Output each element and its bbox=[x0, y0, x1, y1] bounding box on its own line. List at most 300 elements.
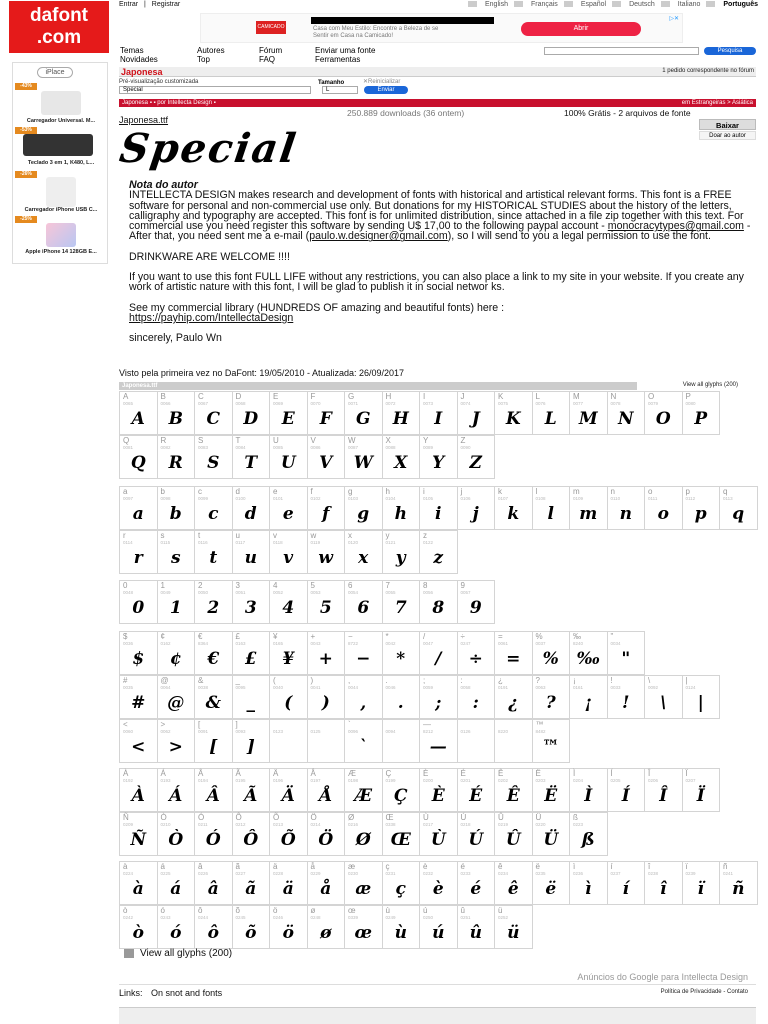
glyph-cell bbox=[157, 905, 196, 949]
glyph-cell bbox=[569, 391, 608, 435]
glyph-cell bbox=[419, 530, 458, 574]
glyph-code: 8722 bbox=[348, 641, 359, 646]
glyph-code: 0238 bbox=[648, 871, 659, 876]
glyph-sample: D bbox=[243, 409, 259, 429]
glyph-code: 0223 bbox=[573, 822, 584, 827]
glyph-cell bbox=[532, 486, 571, 530]
glyph-cell bbox=[569, 675, 608, 719]
glyph-char-label: Œ bbox=[385, 813, 394, 822]
glyph-sample: J bbox=[471, 409, 480, 429]
glyph-sample: õ bbox=[245, 923, 257, 943]
glyph-row bbox=[119, 580, 494, 624]
glyph-code: 0061 bbox=[498, 641, 509, 646]
glyph-sample: y bbox=[395, 548, 406, 568]
glyph-sample: v bbox=[283, 548, 294, 568]
glyph-sample: = bbox=[506, 649, 521, 669]
nav-item[interactable]: Fórum bbox=[259, 46, 283, 55]
note-paragraph: DRINKWARE ARE WELCOME !!!! bbox=[129, 250, 290, 263]
glyph-sample: 6 bbox=[357, 598, 370, 618]
separator: | bbox=[144, 1, 146, 8]
glyph-cell bbox=[569, 768, 608, 812]
glyph-char-label: ü bbox=[498, 906, 503, 915]
glyph-char-label: 7 bbox=[385, 581, 390, 590]
glyph-code: 0091 bbox=[198, 729, 209, 734]
glyph-cell bbox=[644, 768, 683, 812]
glyph-sample: ‰ bbox=[576, 649, 601, 669]
note-text: ), so I will send to you a legal permission to use the font. bbox=[447, 230, 711, 243]
nav-item[interactable]: Enviar uma fonte bbox=[315, 46, 376, 55]
glyph-sample: ! bbox=[622, 693, 630, 713]
glyph-char-label: Á bbox=[160, 769, 166, 778]
glyph-cell bbox=[382, 486, 421, 530]
glyph-cell bbox=[307, 631, 346, 675]
glyph-code: 0047 bbox=[423, 641, 434, 646]
product-image bbox=[23, 134, 93, 156]
glyph-char-label: ] bbox=[235, 720, 238, 729]
glyph-sample: ] bbox=[246, 737, 255, 757]
glyph-sample: ê bbox=[507, 879, 519, 899]
glyph-sample: ë bbox=[545, 879, 557, 899]
glyph-cell bbox=[457, 719, 496, 763]
size-select[interactable]: L bbox=[322, 86, 358, 94]
language-option[interactable]: Italiano bbox=[677, 1, 701, 8]
glyph-cell bbox=[494, 905, 533, 949]
glyph-sample: € bbox=[207, 649, 220, 669]
glyph-sample: ú bbox=[432, 923, 445, 943]
glyph-sample: x bbox=[358, 548, 369, 568]
glyph-cell bbox=[569, 631, 608, 675]
glyph-code: 0126 bbox=[460, 729, 471, 734]
glyph-sample: Q bbox=[130, 453, 146, 473]
glyph-cell bbox=[719, 861, 758, 905]
glyph-cell bbox=[457, 675, 496, 719]
top-advertisement[interactable] bbox=[200, 13, 683, 43]
glyph-code: 0083 bbox=[198, 445, 209, 450]
glyph-char-label: Õ bbox=[273, 813, 280, 822]
glyph-char-label: Ó bbox=[198, 813, 205, 822]
glyph-row bbox=[119, 435, 494, 479]
glyph-sample: ™ bbox=[542, 737, 560, 757]
glyph-char-label: Â bbox=[198, 769, 204, 778]
glyph-char-label: Ø bbox=[348, 813, 355, 822]
ad-choices-icon[interactable]: ▷✕ bbox=[669, 16, 679, 22]
glyph-sample: s bbox=[170, 548, 181, 568]
glyph-code: 8364 bbox=[198, 641, 209, 646]
glyph-cell bbox=[119, 675, 158, 719]
glyph-char-label: Ù bbox=[423, 813, 429, 822]
glyph-sample: á bbox=[170, 879, 182, 899]
glyph-char-label: î bbox=[648, 862, 651, 871]
glyph-char-label: 0 bbox=[123, 581, 128, 590]
glyph-cell bbox=[682, 391, 721, 435]
glyph-cell bbox=[457, 580, 496, 624]
font-category-path[interactable]: em Estrangeiras > Asiática bbox=[681, 100, 753, 106]
send-button[interactable]: Enviar bbox=[364, 86, 408, 94]
glyph-char-label: ë bbox=[535, 862, 540, 871]
glyph-cell bbox=[194, 719, 233, 763]
glyph-cell bbox=[382, 768, 421, 812]
contact-link[interactable]: Contato bbox=[726, 989, 748, 995]
ad-open-button[interactable]: Abrir bbox=[521, 22, 641, 36]
glyph-cell bbox=[457, 812, 496, 856]
footer-links bbox=[119, 988, 222, 998]
glyph-char-label: ` bbox=[348, 720, 351, 729]
glyph-code: 0082 bbox=[160, 445, 171, 450]
glyph-code: 0191 bbox=[498, 685, 509, 690]
glyph-sample: ä bbox=[282, 879, 294, 899]
glyph-sample: Î bbox=[659, 786, 668, 806]
glyph-cell bbox=[719, 486, 758, 530]
glyph-cell bbox=[232, 719, 271, 763]
nav-item[interactable]: FAQ bbox=[259, 55, 276, 64]
product-title[interactable]: Carregador Universal. M... bbox=[26, 118, 96, 124]
glyph-code: 0246 bbox=[273, 915, 284, 920]
glyph-code: 0063 bbox=[535, 685, 546, 690]
glyph-cell bbox=[232, 580, 271, 624]
glyph-sample: ) bbox=[321, 693, 330, 713]
glyph-cell bbox=[494, 391, 533, 435]
glyph-code: 0092 bbox=[648, 685, 659, 690]
glyph-cell bbox=[344, 580, 383, 624]
glyph-char-label: h bbox=[385, 487, 390, 496]
glyph-sample: Õ bbox=[280, 830, 296, 850]
glyph-sample: Ì bbox=[584, 786, 593, 806]
glyph-cell bbox=[194, 486, 233, 530]
glyph-sample: \ bbox=[660, 693, 667, 713]
font-info-bar bbox=[119, 99, 756, 107]
glyph-char-label: À bbox=[123, 769, 129, 778]
glyph-sample: @ bbox=[167, 693, 185, 713]
designer-email-link[interactable]: paulo.w.designer@gmail.com bbox=[309, 230, 448, 243]
nav-item[interactable]: Autores bbox=[197, 46, 225, 55]
glyph-char-label: æ bbox=[348, 862, 356, 871]
glyph-char-label: # bbox=[123, 676, 128, 685]
glyph-code: 0206 bbox=[648, 778, 659, 783]
glyph-row bbox=[119, 486, 757, 530]
glyph-char-label: Z bbox=[460, 436, 466, 445]
glyph-cell bbox=[307, 768, 346, 812]
glyph-row bbox=[119, 631, 644, 675]
glyph-cell bbox=[382, 861, 421, 905]
glyph-code: 0193 bbox=[160, 778, 171, 783]
glyph-char-label: — bbox=[423, 720, 431, 729]
glyph-cell bbox=[194, 391, 233, 435]
glyph-char-label: ì bbox=[573, 862, 576, 871]
glyph-cell bbox=[382, 580, 421, 624]
flag-icon bbox=[514, 1, 523, 7]
glyph-cell bbox=[269, 812, 308, 856]
glyph-char-label: 2 bbox=[198, 581, 203, 590]
glyph-code: 0199 bbox=[385, 778, 396, 783]
glyph-sample: r bbox=[133, 548, 143, 568]
glyph-row bbox=[119, 391, 719, 435]
paypal-email-link[interactable]: monocracytypes@gmail.com bbox=[607, 220, 744, 233]
glyph-code: 0217 bbox=[423, 822, 434, 827]
glyph-cell bbox=[269, 530, 308, 574]
glyph-sample: ò bbox=[132, 923, 144, 943]
glyph-sample: Ú bbox=[468, 830, 484, 850]
glyph-code: 0210 bbox=[160, 822, 171, 827]
download-button[interactable]: Baixar bbox=[699, 119, 756, 130]
glyph-char-label: ù bbox=[385, 906, 390, 915]
glyph-cell bbox=[644, 675, 683, 719]
glyph-code: 0203 bbox=[535, 778, 546, 783]
glyph-char-label: ó bbox=[160, 906, 165, 915]
discount-badge: -43% bbox=[15, 83, 37, 90]
logo-line1: dafont bbox=[29, 5, 89, 26]
glyph-sample: P bbox=[694, 409, 708, 429]
glyph-cell bbox=[419, 719, 458, 763]
glyph-code: 0218 bbox=[460, 822, 471, 827]
glyph-code: 0197 bbox=[310, 778, 321, 783]
glyph-char-label: & bbox=[198, 676, 204, 685]
glyph-char-label: Ö bbox=[310, 813, 317, 822]
glyph-code: 0250 bbox=[423, 915, 434, 920]
glyph-char-label: p bbox=[685, 487, 690, 496]
glyph-sample: w bbox=[318, 548, 334, 568]
glyph-char-label: ï bbox=[685, 862, 688, 871]
glyph-cell bbox=[269, 675, 308, 719]
glyph-code: 0165 bbox=[273, 641, 284, 646]
glyph-code: 0211 bbox=[198, 822, 208, 827]
glyph-sample: i bbox=[435, 504, 442, 524]
glyph-char-label: 6 bbox=[348, 581, 353, 590]
glyph-cell bbox=[607, 861, 646, 905]
product-image bbox=[46, 223, 76, 247]
google-ads-label[interactable]: Anúncios do Google para Intellecta Design bbox=[577, 972, 748, 982]
glyph-char-label: 9 bbox=[460, 581, 465, 590]
glyph-sample: 1 bbox=[169, 598, 182, 618]
glyph-sample: ù bbox=[394, 923, 407, 943]
glyph-sample: å bbox=[320, 879, 332, 899]
main-nav bbox=[120, 46, 415, 64]
glyph-sample: ç bbox=[395, 879, 406, 899]
font-author-info[interactable]: Japonesa ▪ ▪ por Intellecta Design ▪ bbox=[122, 100, 216, 106]
glyph-row bbox=[119, 861, 757, 905]
glyph-char-label: ¥ bbox=[273, 632, 278, 641]
glyph-char-label: ò bbox=[123, 906, 128, 915]
glyph-sample: I bbox=[434, 409, 443, 429]
glyph-code: 0162 bbox=[160, 641, 171, 646]
glyph-row bbox=[119, 812, 607, 856]
product-title[interactable]: Carregador iPhone USB C... bbox=[24, 207, 98, 213]
view-all-glyphs-bottom[interactable] bbox=[140, 948, 232, 959]
glyph-char-label: 3 bbox=[235, 581, 240, 590]
nav-item[interactable]: Ferramentas bbox=[315, 55, 361, 64]
glyph-cell bbox=[307, 719, 346, 763]
glyph-char-label: R bbox=[160, 436, 167, 445]
glyph-char-label: X bbox=[385, 436, 391, 445]
glyph-char-label: / bbox=[423, 632, 426, 641]
glyph-char-label: ç bbox=[385, 862, 390, 871]
note-signature: sincerely, Paulo Wn bbox=[129, 332, 222, 345]
glyph-sample: − bbox=[356, 649, 371, 669]
glyph-code: 0196 bbox=[273, 778, 284, 783]
search-input[interactable] bbox=[544, 47, 699, 55]
glyph-char-label: m bbox=[573, 487, 580, 496]
glyph-char-label: F bbox=[310, 392, 316, 401]
glyph-sample: £ bbox=[244, 649, 257, 669]
language-option[interactable]: English bbox=[485, 1, 508, 8]
language-option[interactable]: Español bbox=[580, 1, 607, 8]
glyph-sample: h bbox=[394, 504, 407, 524]
glyph-cell bbox=[457, 631, 496, 675]
language-option[interactable]: Deutsch bbox=[629, 1, 655, 8]
glyph-code: 0201 bbox=[460, 778, 471, 783]
glyph-code: 0033 bbox=[610, 685, 621, 690]
note-heading: Nota do autor bbox=[129, 179, 198, 191]
glyph-char-label: k bbox=[498, 487, 502, 496]
glyph-sample: f bbox=[322, 504, 330, 524]
nav-item[interactable]: Novidades bbox=[120, 55, 158, 64]
glyph-char-label: Ã bbox=[235, 769, 241, 778]
flag-icon bbox=[612, 1, 621, 7]
donate-button[interactable]: Doar ao autor bbox=[699, 131, 756, 140]
glyph-code: 0109 bbox=[573, 496, 584, 501]
glyph-cell bbox=[157, 580, 196, 624]
glyph-char-label: t bbox=[198, 531, 201, 540]
payhip-link[interactable]: https://payhip.com/IntellectaDesign bbox=[129, 311, 294, 324]
preview-text-input[interactable]: Special bbox=[119, 86, 311, 94]
search-button[interactable]: Pesquisa bbox=[704, 47, 756, 55]
glyph-code: 0241 bbox=[723, 871, 734, 876]
privacy-link[interactable]: Política de Privacidade bbox=[660, 989, 722, 995]
glyph-code: 0113 bbox=[723, 496, 733, 501]
glyph-code: 0249 bbox=[385, 915, 396, 920]
glyph-char-label: U bbox=[273, 436, 279, 445]
glyph-code: 0085 bbox=[273, 445, 284, 450]
license-info: 100% Grátis - 2 arquivos de fonte bbox=[564, 108, 691, 118]
glyph-code: 0236 bbox=[573, 871, 584, 876]
glyph-cell bbox=[457, 861, 496, 905]
glyph-char-label: Ñ bbox=[123, 813, 129, 822]
download-count: 250.889 downloads (36 ontem) bbox=[347, 108, 465, 118]
glyph-cell bbox=[569, 861, 608, 905]
glyph-sample: ô bbox=[207, 923, 219, 943]
nav-item[interactable]: Top bbox=[197, 55, 210, 64]
partner-link[interactable]: On snot and fonts bbox=[151, 988, 223, 998]
glyph-code: 0108 bbox=[535, 496, 546, 501]
glyph-char-label: Ú bbox=[460, 813, 467, 822]
glyph-cell bbox=[344, 861, 383, 905]
glyph-sample: — bbox=[429, 737, 447, 757]
close-icon: ✕ bbox=[363, 79, 369, 85]
glyph-sample: p bbox=[694, 504, 707, 524]
glyph-code: 0084 bbox=[235, 445, 246, 450]
glyph-char-label: O bbox=[648, 392, 655, 401]
glyph-cell bbox=[119, 486, 158, 530]
glyph-char-label: Å bbox=[310, 769, 316, 778]
glyph-sample: V bbox=[319, 453, 333, 473]
glyph-char-label: á bbox=[160, 862, 165, 871]
glyph-sample: ( bbox=[284, 693, 293, 713]
glyph-sample: u bbox=[244, 548, 257, 568]
glyph-char-label: ê bbox=[498, 862, 503, 871]
glyph-cell bbox=[494, 719, 533, 763]
glyph-char-label: B bbox=[160, 392, 166, 401]
glyph-code: 0229 bbox=[310, 871, 321, 876]
login-link[interactable]: Entrar bbox=[119, 1, 139, 8]
glyph-cell bbox=[232, 812, 271, 856]
glyph-char-label: € bbox=[198, 632, 203, 641]
glyph-char-label: J bbox=[460, 392, 465, 401]
glyph-char-label: 5 bbox=[310, 581, 315, 590]
reset-link[interactable] bbox=[363, 78, 400, 85]
glyph-char-label: f bbox=[310, 487, 313, 496]
glyph-cell bbox=[232, 861, 271, 905]
glyph-cell bbox=[419, 631, 458, 675]
glyph-char-label: õ bbox=[235, 906, 240, 915]
glyph-code: 0339 bbox=[348, 915, 359, 920]
glyph-code: 0094 bbox=[385, 729, 396, 734]
glyph-char-label: S bbox=[198, 436, 204, 445]
glyph-cell bbox=[344, 486, 383, 530]
glyph-char-label: W bbox=[348, 436, 356, 445]
forum-request[interactable]: 1 pedido correspondente no fórum bbox=[662, 68, 754, 74]
product-image bbox=[46, 177, 76, 207]
glyph-code: 0088 bbox=[385, 445, 396, 450]
product-title[interactable]: Teclado 3 em 1, K480, L... bbox=[27, 160, 95, 166]
language-option[interactable]: Português bbox=[723, 1, 758, 8]
glyph-code: 0051 bbox=[235, 590, 246, 595]
category-title[interactable]: Japonesa bbox=[121, 67, 163, 77]
glyph-code: 0118 bbox=[273, 540, 283, 545]
glyph-cell bbox=[119, 812, 158, 856]
view-all-glyphs-link[interactable]: View all glyphs (200) bbox=[682, 382, 738, 388]
glyph-code: 0106 bbox=[460, 496, 471, 501]
glyph-char-label: g bbox=[348, 487, 353, 496]
glyph-code: 0247 bbox=[460, 641, 471, 646]
glyph-sample: W bbox=[353, 453, 373, 473]
product-title[interactable]: Apple iPhone 14 128GB E... bbox=[25, 249, 97, 255]
glyph-code: 0204 bbox=[573, 778, 584, 783]
glyph-sample: / bbox=[435, 649, 442, 669]
glyph-char-label: , bbox=[348, 676, 351, 685]
sidebar-ads[interactable] bbox=[12, 62, 108, 264]
glyph-char-label: 1 bbox=[160, 581, 165, 590]
register-link[interactable]: Registrar bbox=[151, 1, 181, 8]
glyph-cell bbox=[532, 675, 571, 719]
store-logo: iPlace bbox=[37, 67, 73, 78]
glyph-code: 0243 bbox=[160, 915, 171, 920]
glyph-code: 0049 bbox=[160, 590, 171, 595]
glyph-sample: : bbox=[472, 693, 479, 713]
glyph-sample: k bbox=[507, 504, 520, 524]
glyph-cell bbox=[307, 905, 346, 949]
glyph-code: 0034 bbox=[610, 641, 621, 646]
glyph-code: 0163 bbox=[235, 641, 246, 646]
glyph-cell bbox=[194, 580, 233, 624]
glyph-code: 0054 bbox=[348, 590, 359, 595]
nav-item[interactable]: Temas bbox=[120, 46, 144, 55]
dafont-logo[interactable] bbox=[9, 1, 109, 53]
glyph-cell bbox=[119, 631, 158, 675]
glyph-sample: Å bbox=[319, 786, 333, 806]
glyph-char-label: û bbox=[460, 906, 465, 915]
flag-icon bbox=[564, 1, 573, 7]
discount-badge: -26% bbox=[15, 171, 37, 178]
language-option[interactable]: Français bbox=[530, 1, 558, 8]
glyph-char-label: o bbox=[648, 487, 653, 496]
glyph-cell bbox=[307, 861, 346, 905]
size-label: Tamanho bbox=[318, 80, 345, 86]
glyph-code: 0122 bbox=[423, 540, 434, 545]
glyph-code: 8482 bbox=[535, 729, 546, 734]
glyph-char-label: Ü bbox=[535, 813, 542, 822]
glyph-cell bbox=[682, 861, 721, 905]
glyph-sample: % bbox=[542, 649, 559, 669]
glyph-code: 0093 bbox=[235, 729, 246, 734]
